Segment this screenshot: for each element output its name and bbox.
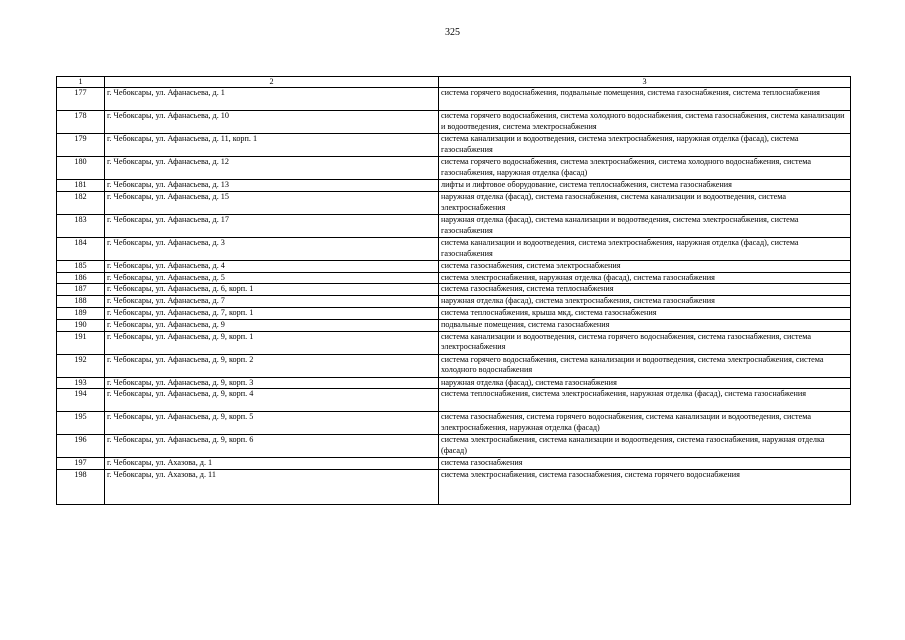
row-address: г. Чебоксары, ул. Афанасьева, д. 5 <box>105 272 439 284</box>
table-row <box>57 389 851 412</box>
table-row <box>57 214 851 237</box>
row-address: г. Чебоксары, ул. Афанасьева, д. 9, корп. 3 <box>105 377 439 389</box>
row-address: г. Чебоксары, ул. Афанасьева, д. 12 <box>105 157 439 180</box>
row-works: система теплоснабжения, система электроснабжения, наружная отделка (фасад), система газоснабжения <box>439 389 851 412</box>
row-address: г. Чебоксары, ул. Афанасьева, д. 7, корп. 1 <box>105 307 439 319</box>
column-header-3: 3 <box>439 77 851 88</box>
row-works: подвальные помещения, система газоснабжения <box>439 319 851 331</box>
row-works: система канализации и водоотведения, система электроснабжения, наружная отделка (фасад), система газоснабжения <box>439 134 851 157</box>
row-number: 189 <box>57 307 105 319</box>
row-number: 190 <box>57 319 105 331</box>
table-row <box>57 470 851 505</box>
row-address: г. Чебоксары, ул. Ахазова, д. 1 <box>105 458 439 470</box>
row-works: система горячего водоснабжения, система холодного водоснабжения, система газоснабжения, система канализации и водоотведения, система электроснабжения <box>439 111 851 134</box>
table-row <box>57 284 851 296</box>
row-address: г. Чебоксары, ул. Афанасьева, д. 4 <box>105 260 439 272</box>
table-row <box>57 319 851 331</box>
row-address: г. Чебоксары, ул. Афанасьева, д. 1 <box>105 88 439 111</box>
table-row <box>57 435 851 458</box>
row-number: 198 <box>57 470 105 505</box>
row-number: 177 <box>57 88 105 111</box>
row-number: 179 <box>57 134 105 157</box>
objects-table <box>56 76 851 505</box>
row-address: г. Чебоксары, ул. Афанасьева, д. 3 <box>105 237 439 260</box>
row-number: 196 <box>57 435 105 458</box>
row-works: система канализации и водоотведения, система горячего водоснабжения, система газоснабжения, система электроснабжения <box>439 331 851 354</box>
row-works: система горячего водоснабжения, подвальные помещения, система газоснабжения, система теплоснабжения <box>439 88 851 111</box>
row-number: 186 <box>57 272 105 284</box>
row-works: система электроснабжения, система канализации и водоотведения, система газоснабжения, наружная отделка (фасад) <box>439 435 851 458</box>
row-works: система газоснабжения, система электроснабжения <box>439 260 851 272</box>
page-number: 325 <box>445 27 460 38</box>
row-works: система канализации и водоотведения, система электроснабжения, наружная отделка (фасад), система газоснабжения <box>439 237 851 260</box>
row-works: система горячего водоснабжения, система канализации и водоотведения, система электроснабжения, система холодного водоснабжения <box>439 354 851 377</box>
row-number: 183 <box>57 214 105 237</box>
table-row <box>57 307 851 319</box>
row-address: г. Чебоксары, ул. Афанасьева, д. 13 <box>105 180 439 192</box>
table-row <box>57 180 851 192</box>
row-address: г. Чебоксары, ул. Афанасьева, д. 9, корп. 4 <box>105 389 439 412</box>
row-works: наружная отделка (фасад), система электроснабжения, система газоснабжения <box>439 296 851 308</box>
row-number: 178 <box>57 111 105 134</box>
row-number: 193 <box>57 377 105 389</box>
row-works: наружная отделка (фасад), система газоснабжения, система канализации и водоотведения, система электроснабжения <box>439 191 851 214</box>
row-works: система газоснабжения <box>439 458 851 470</box>
row-address: г. Чебоксары, ул. Афанасьева, д. 9, корп. 2 <box>105 354 439 377</box>
table-row <box>57 111 851 134</box>
row-number: 187 <box>57 284 105 296</box>
table-header <box>57 77 851 88</box>
table-row <box>57 88 851 111</box>
table-row <box>57 272 851 284</box>
header-row <box>57 77 851 88</box>
row-address: г. Чебоксары, ул. Афанасьева, д. 6, корп. 1 <box>105 284 439 296</box>
row-address: г. Чебоксары, ул. Афанасьева, д. 9, корп. 1 <box>105 331 439 354</box>
row-number: 184 <box>57 237 105 260</box>
row-number: 191 <box>57 331 105 354</box>
table-row <box>57 134 851 157</box>
row-number: 192 <box>57 354 105 377</box>
row-number: 185 <box>57 260 105 272</box>
table-row <box>57 412 851 435</box>
table-row <box>57 237 851 260</box>
table-row <box>57 157 851 180</box>
row-address: г. Чебоксары, ул. Афанасьева, д. 9, корп. 5 <box>105 412 439 435</box>
table-row <box>57 458 851 470</box>
row-address: г. Чебоксары, ул. Афанасьева, д. 11, корп. 1 <box>105 134 439 157</box>
table-row <box>57 377 851 389</box>
table-row <box>57 191 851 214</box>
table-row <box>57 331 851 354</box>
row-works: лифты и лифтовое оборудование, система теплоснабжения, система газоснабжения <box>439 180 851 192</box>
row-works: система электроснабжения, система газоснабжения, система горячего водоснабжения <box>439 470 851 505</box>
row-number: 197 <box>57 458 105 470</box>
row-number: 188 <box>57 296 105 308</box>
row-address: г. Чебоксары, ул. Афанасьева, д. 10 <box>105 111 439 134</box>
row-address: г. Чебоксары, ул. Афанасьева, д. 9 <box>105 319 439 331</box>
row-number: 182 <box>57 191 105 214</box>
row-address: г. Чебоксары, ул. Ахазова, д. 11 <box>105 470 439 505</box>
row-address: г. Чебоксары, ул. Афанасьева, д. 9, корп. 6 <box>105 435 439 458</box>
row-works: система газоснабжения, система теплоснабжения <box>439 284 851 296</box>
row-works: система электроснабжения, наружная отделка (фасад), система газоснабжения <box>439 272 851 284</box>
row-works: система газоснабжения, система горячего водоснабжения, система канализации и водоотведения, система электроснабжения, наружная отделка (фасад) <box>439 412 851 435</box>
column-header-1: 1 <box>57 77 105 88</box>
row-number: 181 <box>57 180 105 192</box>
row-works: система горячего водоснабжения, система электроснабжения, система холодного водоснабжения, система газоснабжения, наружная отделка (фасад) <box>439 157 851 180</box>
row-number: 180 <box>57 157 105 180</box>
row-address: г. Чебоксары, ул. Афанасьева, д. 7 <box>105 296 439 308</box>
row-number: 195 <box>57 412 105 435</box>
row-works: наружная отделка (фасад), система канализации и водоотведения, система электроснабжения, система газоснабжения <box>439 214 851 237</box>
table-row <box>57 354 851 377</box>
row-address: г. Чебоксары, ул. Афанасьева, д. 17 <box>105 214 439 237</box>
row-address: г. Чебоксары, ул. Афанасьева, д. 15 <box>105 191 439 214</box>
column-header-2: 2 <box>105 77 439 88</box>
table-body <box>57 88 851 505</box>
row-number: 194 <box>57 389 105 412</box>
table-row <box>57 260 851 272</box>
row-works: система теплоснабжения, крыша мкд, система газоснабжения <box>439 307 851 319</box>
table-row <box>57 296 851 308</box>
row-works: наружная отделка (фасад), система газоснабжения <box>439 377 851 389</box>
